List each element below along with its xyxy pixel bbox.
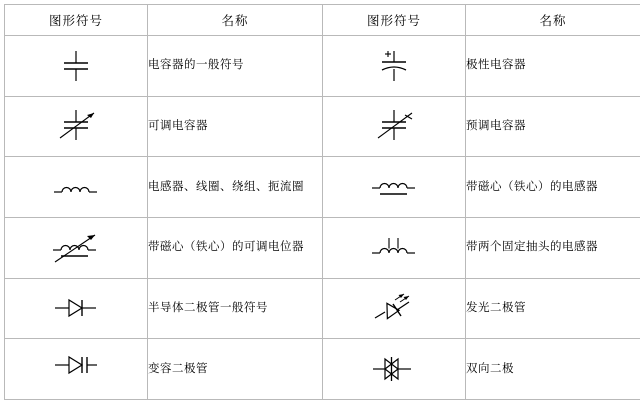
polarized-capacitor-icon — [323, 36, 465, 96]
name-cell: 带两个固定抽头的电感器 — [466, 217, 640, 278]
table-body — [5, 36, 640, 400]
symbol-cell — [5, 278, 148, 339]
inductor-icon — [5, 157, 147, 217]
diode-general-icon — [5, 279, 147, 339]
capacitor-general-icon — [5, 36, 147, 96]
symbol-cell — [323, 339, 466, 400]
symbol-cell — [323, 157, 466, 218]
preset-capacitor-icon — [323, 97, 465, 157]
table-row — [5, 278, 640, 339]
inductor-with-core-icon — [323, 157, 465, 217]
name-cell: 双向二极 — [466, 339, 640, 400]
name-cell: 极性电容器 — [466, 36, 640, 97]
symbol-cell — [5, 339, 148, 400]
column-header-symbol-left: 图形符号 — [5, 5, 148, 36]
inductor-two-taps-icon — [323, 218, 465, 278]
symbol-cell — [5, 96, 148, 157]
led-icon — [323, 279, 465, 339]
name-cell: 电感器、线圈、绕组、扼流圈 — [148, 157, 323, 218]
symbol-cell — [323, 217, 466, 278]
column-header-name-left: 名称 — [148, 5, 323, 36]
bidirectional-diode-icon — [323, 339, 465, 399]
table-row — [5, 36, 640, 97]
table-header — [5, 5, 640, 36]
symbol-cell — [5, 36, 148, 97]
variable-inductor-with-core-icon — [5, 218, 147, 278]
symbol-cell — [323, 96, 466, 157]
name-cell: 变容二极管 — [148, 339, 323, 400]
table-row — [5, 339, 640, 400]
name-cell: 电容器的一般符号 — [148, 36, 323, 97]
symbol-cell — [323, 278, 466, 339]
table-row — [5, 217, 640, 278]
name-cell: 半导体二极管一般符号 — [148, 278, 323, 339]
table-header-row — [5, 5, 640, 36]
name-cell: 带磁心（铁心）的电感器 — [466, 157, 640, 218]
name-cell: 可调电容器 — [148, 96, 323, 157]
table-row — [5, 157, 640, 218]
column-header-symbol-right: 图形符号 — [323, 5, 466, 36]
name-cell: 发光二极管 — [466, 278, 640, 339]
table-row — [5, 96, 640, 157]
name-cell: 带磁心（铁心）的可调电位器 — [148, 217, 323, 278]
symbol-cell — [323, 36, 466, 97]
symbol-cell — [5, 217, 148, 278]
varactor-diode-icon — [5, 339, 147, 399]
name-cell: 预调电容器 — [466, 96, 640, 157]
symbol-cell — [5, 157, 148, 218]
column-header-name-right: 名称 — [466, 5, 640, 36]
variable-capacitor-icon — [5, 97, 147, 157]
electronic-symbols-table — [4, 4, 640, 400]
